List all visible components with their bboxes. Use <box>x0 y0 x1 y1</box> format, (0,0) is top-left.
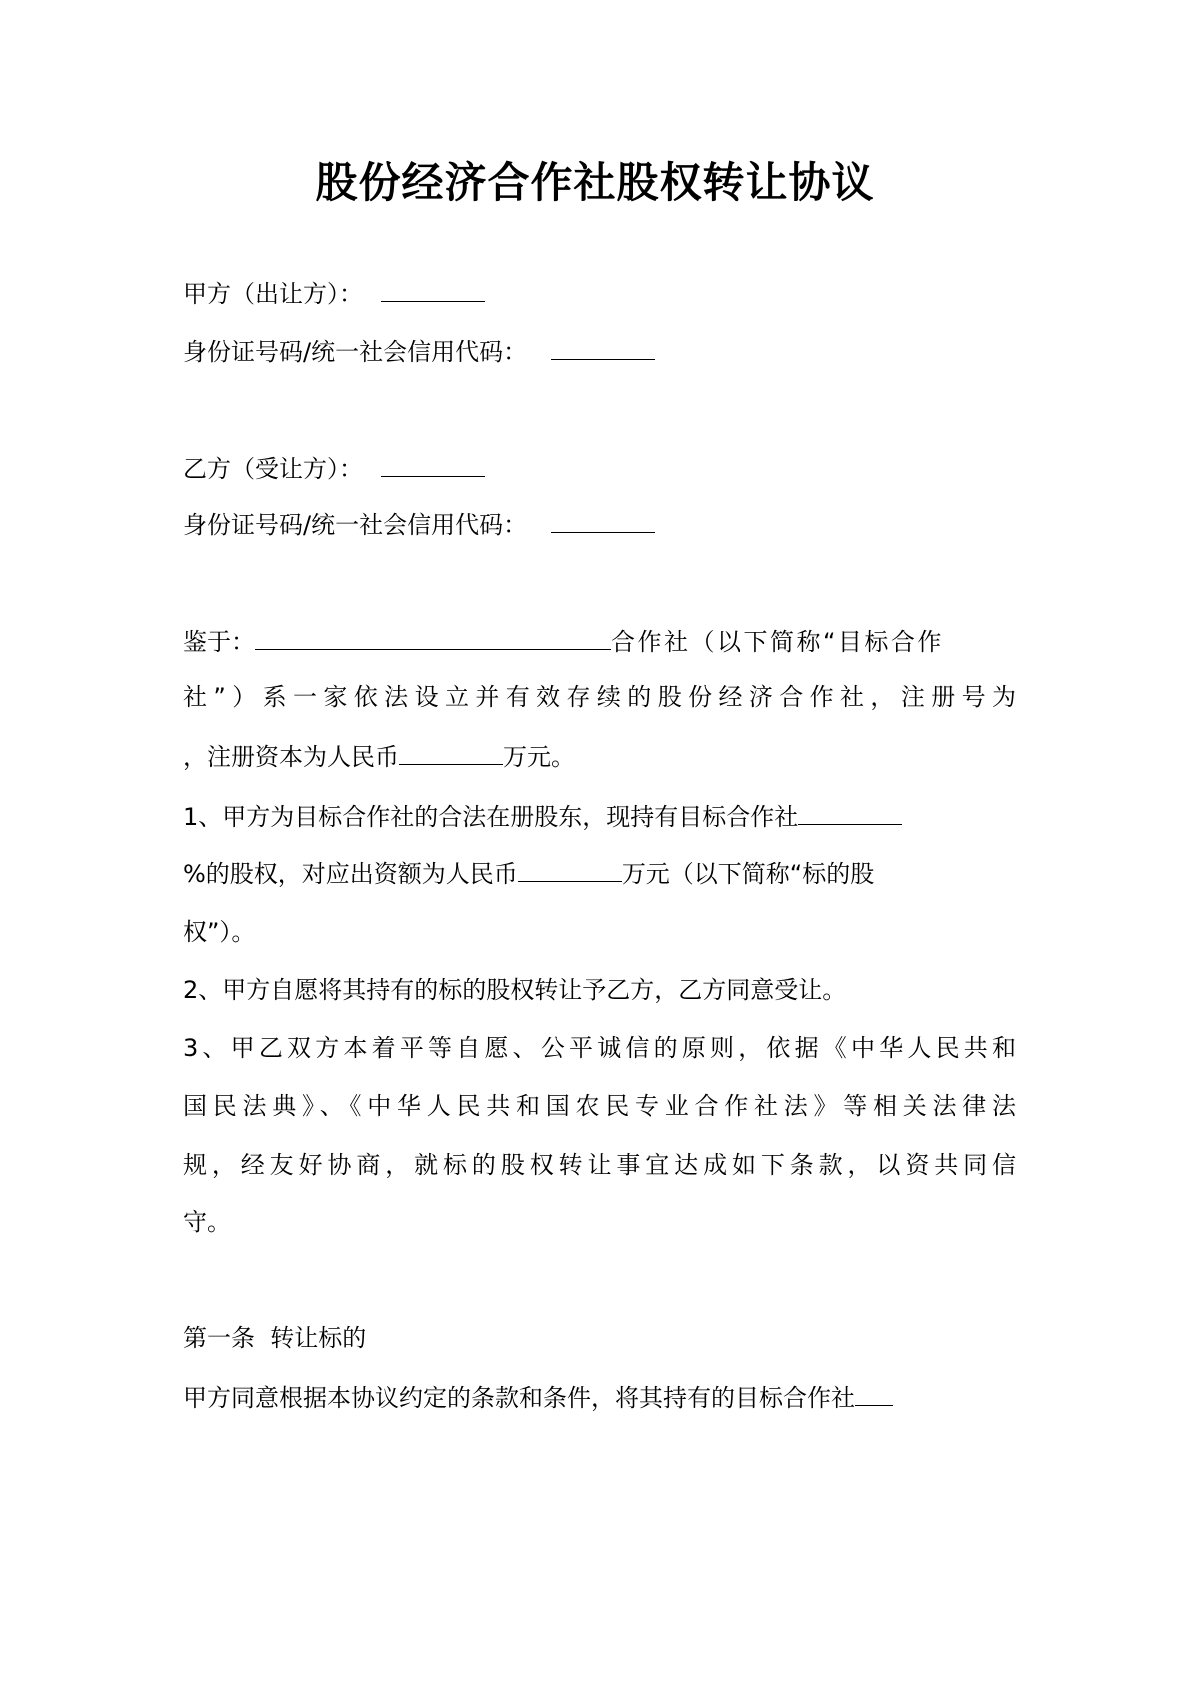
recital-line-2: 社”）系一家依法设立并有效存续的股份经济合作社，注册号为 <box>183 683 1016 711</box>
party-a-id-label: 身份证号码/统一社会信用代码： <box>183 338 528 366</box>
party-b-line <box>183 450 485 486</box>
item2-line: 2、甲方自愿将其持有的标的股权转让予乙方，乙方同意受让。 <box>183 976 847 1004</box>
item1-percent-prefix: %的股权，对应出资额为人民币 <box>183 860 518 888</box>
recital-line-3 <box>183 738 575 774</box>
contribution-amount-blank[interactable] <box>518 855 622 882</box>
recital-line-1 <box>183 623 944 659</box>
article-1-heading: 第一条 转让标的 <box>183 1324 367 1352</box>
party-a-line <box>183 275 485 311</box>
recital-capital-prefix: ，注册资本为人民币 <box>183 743 399 771</box>
article-1-line-1 <box>183 1379 893 1415</box>
recital-prefix: 鉴于： <box>183 628 255 656</box>
party-b-name-blank[interactable] <box>381 450 485 477</box>
item1-line-1 <box>183 798 902 834</box>
item3-line-3: 规，经友好协商，就标的股权转让事宜达成如下条款，以资共同信 <box>183 1151 1016 1179</box>
article-1-blank[interactable] <box>855 1379 893 1406</box>
recital-suffix: 合作社（以下简称“目标合作 <box>611 628 944 656</box>
document-title: 股份经济合作社股权转让协议 <box>315 158 875 207</box>
item3-line-4: 守。 <box>183 1208 231 1236</box>
party-b-id-blank[interactable] <box>551 506 655 533</box>
party-a-name-blank[interactable] <box>381 275 485 302</box>
item1-amount-suffix: 万元（以下简称“标的股 <box>621 860 875 888</box>
item1-line-3: 权”）。 <box>183 918 256 946</box>
article-1-text: 甲方同意根据本协议约定的条款和条件，将其持有的目标合作社 <box>183 1384 855 1412</box>
party-a-id-blank[interactable] <box>551 333 655 360</box>
item3-line-1: 3、甲乙双方本着平等自愿、公平诚信的原则，依据《中华人民共和 <box>183 1034 1016 1062</box>
item3-line-2: 国民法典》、《中华人民共和国农民专业合作社法》等相关法律法 <box>183 1092 1016 1120</box>
cooperative-name-blank[interactable] <box>255 623 611 650</box>
party-b-label: 乙方（受让方）： <box>183 455 363 483</box>
party-b-id-label: 身份证号码/统一社会信用代码： <box>183 511 528 539</box>
registered-capital-blank[interactable] <box>399 738 503 765</box>
item1-text: 1、甲方为目标合作社的合法在册股东，现持有目标合作社 <box>183 803 799 831</box>
party-b-id-line <box>183 506 655 542</box>
share-percent-blank[interactable] <box>798 798 902 825</box>
party-a-label: 甲方（出让方）： <box>183 280 363 308</box>
item1-line-2 <box>183 855 874 891</box>
recital-capital-suffix: 万元。 <box>503 743 575 771</box>
party-a-id-line <box>183 333 655 369</box>
